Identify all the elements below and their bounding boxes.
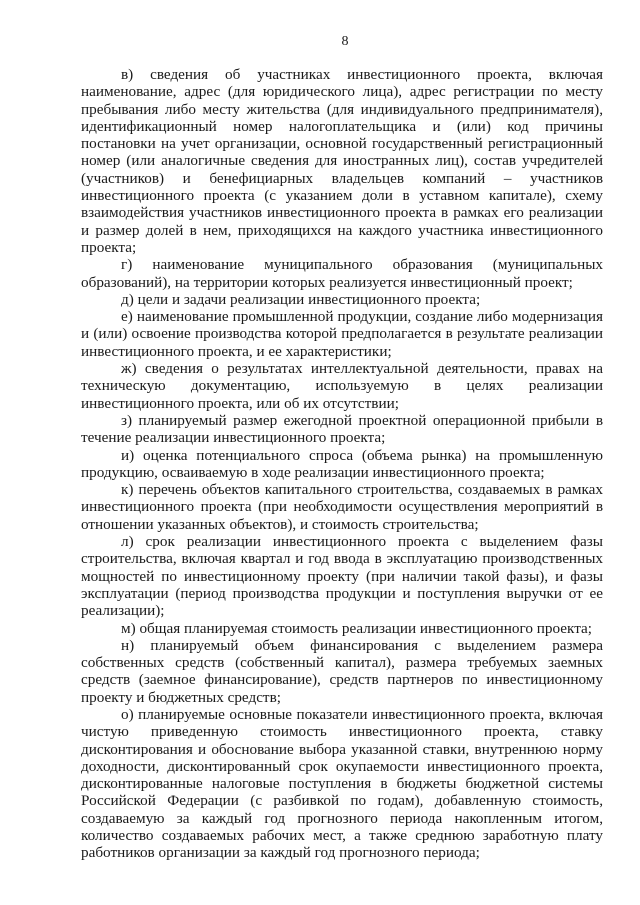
paragraph-g-municipality: г) наименование муниципального образования (муниципальных образований), на территории которых реализуется инвестиционный проект; xyxy=(81,256,603,291)
paragraph-k-construction-objects: к) перечень объектов капитального строительства, создаваемых в рамках инвестиционного проекта (при необходимости осуществления мероприятий в отношении указанных объектов), и стоимость строительства; xyxy=(81,481,603,533)
document-body xyxy=(81,66,603,862)
paragraph-z-operating-profit: з) планируемый размер ежегодной проектной операционной прибыли в течение реализации инвестиционного проекта; xyxy=(81,411,603,447)
paragraph-v-participants: в) сведения об участниках инвестиционного проекта, включая наименование, адрес (для юридического лица), адрес регистрации по месту пребывания либо месту жительства (для индивидуального предпринимателя), идентификационный номер налогоплательщика и (или) код причины постановки на учет организации, основной государственный регистрационный номер (или аналогичные сведения для иностранных лиц), состав учредителей (участников) и бенефициарных владельцев компаний – участников инвестиционного проекта (с указанием доли в уставном капитале), схему взаимодействия участников инвестиционного проекта в рамках его реализации и размер долей в нем, приходящихся на каждого участника инвестиционного проекта; xyxy=(81,66,603,256)
paragraph-n-financing: н) планируемый объем финансирования с выделением размера собственных средств (собственный капитал), размера требуемых заемных средств (заемное финансирование), средств партнеров по инвестиционному проекту и бюджетных средств; xyxy=(81,636,603,706)
paragraph-i-demand-estimate: и) оценка потенциального спроса (объема рынка) на промышленную продукцию, осваиваемую в ходе реализации инвестиционного проекта; xyxy=(81,446,603,481)
paragraph-o-key-indicators: о) планируемые основные показатели инвестиционного проекта, включая чистую приведенную стоимость инвестиционного проекта, ставку дисконтирования и обоснование выбора указанной ставки, внутреннюю норму доходности, дисконтированный срок окупаемости инвестиционного проекта, дисконтированные налоговые поступления в бюджеты бюджетной системы Российской Федерации (с разбивкой по годам), добавленную стоимость, создаваемую за каждый год прогнозного периода накопленным итогом, количество создаваемых рабочих мест, а также среднюю заработную плату работников организации за каждый год прогнозного периода; xyxy=(81,705,603,862)
paragraph-m-total-cost: м) общая планируемая стоимость реализации инвестиционного проекта; xyxy=(121,619,592,637)
paragraph-l-implementation-term: л) срок реализации инвестиционного проекта с выделением фазы строительства, включая квартал и год ввода в эксплуатацию производственных мощностей по инвестиционному проекту (при наличии такой фазы), и фазы эксплуатации (период производства продукции и поступления выручки от ее реализации); xyxy=(81,533,603,620)
page-number: 8 xyxy=(341,34,349,49)
paragraph-zh-intellectual-property: ж) сведения о результатах интеллектуальной деятельности, правах на техническую документацию, используемую в целях реализации инвестиционного проекта, или об их отсутствии; xyxy=(81,360,603,412)
paragraph-e-products: е) наименование промышленной продукции, создание либо модернизация и (или) освоение производства которой предполагается в результате реализации инвестиционного проекта, и ее характеристики; xyxy=(81,308,603,360)
paragraph-d-goals: д) цели и задачи реализации инвестиционного проекта; xyxy=(121,290,481,308)
